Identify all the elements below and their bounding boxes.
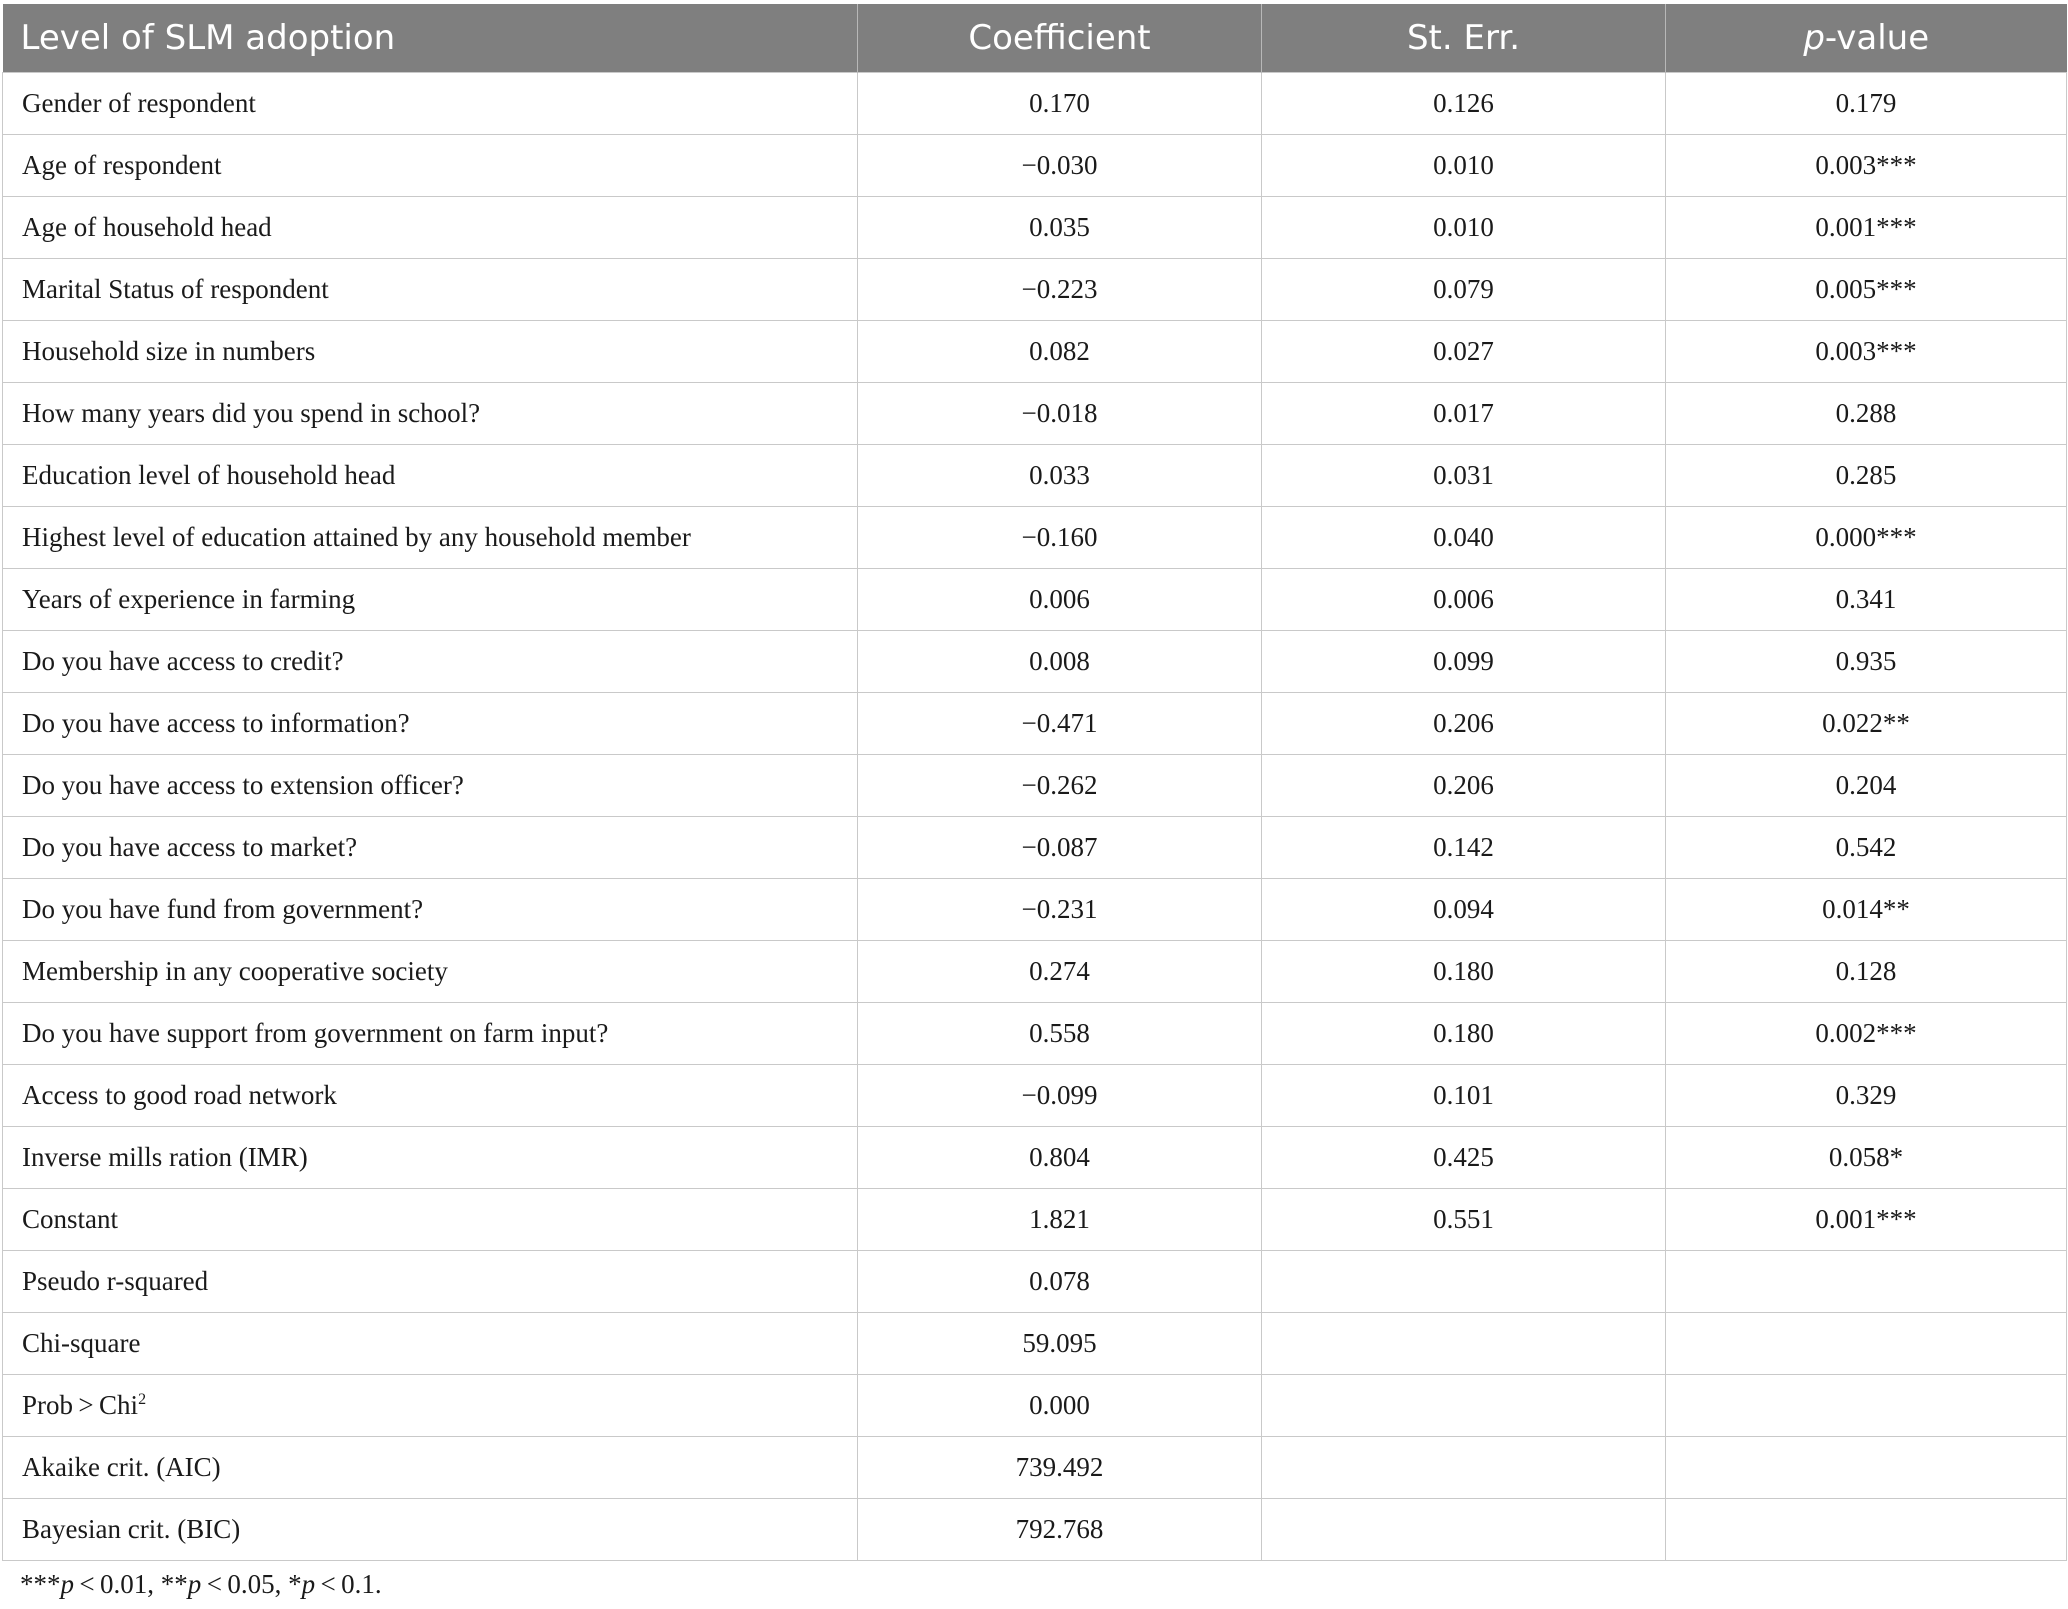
std-error-cell-text: 0.027 <box>1433 336 1494 366</box>
variable-cell-text: Do you have support from government on farm input? <box>22 1018 609 1048</box>
footnote-stars-1: *** <box>20 1569 61 1599</box>
coefficient-cell <box>858 135 1262 197</box>
footnote-p-1: p <box>60 1569 74 1599</box>
coefficient-cell-text: 0.008 <box>1029 646 1090 676</box>
p-value-cell-text: 0.288 <box>1835 398 1897 428</box>
p-value-cell <box>1666 879 2067 941</box>
variable-cell <box>3 197 858 259</box>
p-value-cell <box>1666 445 2067 507</box>
coefficient-cell-text: −0.231 <box>1021 894 1098 924</box>
p-value-cell-text: 0.022** <box>1822 708 1910 738</box>
coefficient-cell <box>858 321 1262 383</box>
coefficient-cell-text: 0.558 <box>1029 1018 1090 1048</box>
coefficient-cell <box>858 1313 1262 1375</box>
coefficient-cell <box>858 73 1262 135</box>
coefficient-cell-text: 0.078 <box>1029 1266 1090 1296</box>
std-error-cell-text: 0.180 <box>1433 1018 1494 1048</box>
std-error-cell-text: 0.010 <box>1433 150 1494 180</box>
std-error-cell-text: 0.031 <box>1433 460 1494 490</box>
variable-cell <box>3 321 858 383</box>
variable-cell <box>3 631 858 693</box>
table-row <box>3 879 2067 941</box>
coefficient-cell <box>858 383 1262 445</box>
variable-cell <box>3 879 858 941</box>
coefficient-cell-text: 59.095 <box>1022 1328 1097 1358</box>
variable-cell-text: Age of respondent <box>22 150 222 180</box>
table-row <box>3 1127 2067 1189</box>
std-error-cell-text: 0.079 <box>1433 274 1494 304</box>
std-error-cell <box>1262 73 1666 135</box>
coefficient-cell-text: 0.804 <box>1029 1142 1090 1172</box>
table-row <box>3 73 2067 135</box>
std-error-cell-text: 0.142 <box>1433 832 1494 862</box>
coefficient-cell-text: 739.492 <box>1015 1452 1104 1482</box>
coefficient-cell <box>858 879 1262 941</box>
coefficient-cell-text: −0.030 <box>1021 150 1098 180</box>
variable-cell <box>3 1499 858 1561</box>
footnote-threshold-2: < 0.05, <box>201 1569 289 1599</box>
p-value-cell <box>1666 383 2067 445</box>
std-error-cell <box>1262 321 1666 383</box>
coefficient-cell <box>858 507 1262 569</box>
std-error-cell-text: 0.206 <box>1433 770 1494 800</box>
variable-cell <box>3 1251 858 1313</box>
variable-cell-text: Do you have access to market? <box>22 832 358 862</box>
table-row <box>3 445 2067 507</box>
variable-cell-text: Do you have access to credit? <box>22 646 344 676</box>
footnote-stars-3: * <box>288 1569 302 1599</box>
variable-cell-text: Inverse mills ration (IMR) <box>22 1142 308 1172</box>
footnote-threshold-1: < 0.01, <box>74 1569 161 1599</box>
coefficient-cell-text: 0.035 <box>1029 212 1090 242</box>
header-p-suffix: -value <box>1824 18 1930 58</box>
p-value-cell <box>1666 631 2067 693</box>
std-error-cell <box>1262 445 1666 507</box>
regression-table <box>2 4 2067 1561</box>
p-value-cell-text: 0.001*** <box>1815 212 1917 242</box>
variable-cell-text: How many years did you spend in school? <box>22 398 481 428</box>
std-error-cell <box>1262 1003 1666 1065</box>
variable-cell <box>3 817 858 879</box>
p-value-cell <box>1666 817 2067 879</box>
table-row <box>3 817 2067 879</box>
footnote-stars-2: ** <box>160 1569 188 1599</box>
table-row <box>3 1499 2067 1561</box>
coefficient-cell-text: −0.018 <box>1021 398 1098 428</box>
p-value-cell <box>1666 693 2067 755</box>
coefficient-cell <box>858 817 1262 879</box>
variable-cell <box>3 445 858 507</box>
p-value-cell <box>1666 1003 2067 1065</box>
footnote-p-2: p <box>187 1569 202 1599</box>
variable-cell <box>3 1437 858 1499</box>
p-value-cell <box>1666 1499 2067 1561</box>
coefficient-cell-text: 0.274 <box>1029 956 1090 986</box>
coefficient-cell-text: −0.099 <box>1021 1080 1098 1110</box>
p-value-cell <box>1666 259 2067 321</box>
coefficient-cell <box>858 1003 1262 1065</box>
std-error-cell <box>1262 1065 1666 1127</box>
table-row <box>3 1189 2067 1251</box>
coefficient-cell <box>858 1189 1262 1251</box>
variable-cell-text: Do you have access to information? <box>22 708 410 738</box>
variable-cell <box>3 73 858 135</box>
p-value-cell <box>1666 941 2067 1003</box>
std-error-cell <box>1262 197 1666 259</box>
variable-cell-text: Constant <box>22 1204 119 1234</box>
p-value-cell-text: 0.002*** <box>1815 1018 1917 1048</box>
coefficient-cell-text: −0.160 <box>1021 522 1098 552</box>
table-row <box>3 1313 2067 1375</box>
p-value-cell-text: 0.204 <box>1835 770 1897 800</box>
std-error-cell-text: 0.551 <box>1433 1204 1494 1234</box>
table-row <box>3 1251 2067 1313</box>
variable-cell <box>3 1003 858 1065</box>
coefficient-cell-text: 0.006 <box>1029 584 1090 614</box>
coefficient-cell <box>858 941 1262 1003</box>
coefficient-cell-text: 792.768 <box>1015 1514 1104 1544</box>
variable-cell <box>3 1065 858 1127</box>
table-header <box>3 4 2067 73</box>
table-row <box>3 197 2067 259</box>
coefficient-cell-text: 1.821 <box>1029 1204 1090 1234</box>
p-value-cell <box>1666 569 2067 631</box>
p-value-cell <box>1666 1375 2067 1437</box>
variable-cell <box>3 1375 858 1437</box>
p-value-cell-text: 0.285 <box>1835 460 1897 490</box>
std-error-cell <box>1262 383 1666 445</box>
p-value-cell-text: 0.001*** <box>1815 1204 1917 1234</box>
p-value-cell <box>1666 135 2067 197</box>
std-error-cell <box>1262 879 1666 941</box>
header-p-value <box>1666 4 2067 73</box>
std-error-cell-text: 0.094 <box>1433 894 1494 924</box>
std-error-cell <box>1262 817 1666 879</box>
std-error-cell <box>1262 1127 1666 1189</box>
coefficient-cell <box>858 197 1262 259</box>
p-value-cell-text: 0.005*** <box>1815 274 1917 304</box>
variable-cell-text: Do you have access to extension officer? <box>22 770 464 800</box>
p-value-cell <box>1666 1065 2067 1127</box>
table-body <box>3 73 2067 1561</box>
header-row <box>3 4 2067 73</box>
regression-table-container <box>2 4 2066 1561</box>
std-error-cell-text: 0.017 <box>1433 398 1494 428</box>
table-row <box>3 941 2067 1003</box>
table-row <box>3 1437 2067 1499</box>
table-row <box>3 135 2067 197</box>
std-error-cell <box>1262 507 1666 569</box>
coefficient-cell-text: −0.223 <box>1021 274 1098 304</box>
p-value-cell-text: 0.128 <box>1835 956 1897 986</box>
std-error-cell-text: 0.425 <box>1433 1142 1494 1172</box>
footnote-threshold-3: < 0.1. <box>315 1569 382 1599</box>
variable-cell <box>3 755 858 817</box>
p-value-cell <box>1666 1189 2067 1251</box>
table-row <box>3 1065 2067 1127</box>
p-value-cell <box>1666 197 2067 259</box>
std-error-cell <box>1262 631 1666 693</box>
coefficient-cell <box>858 1375 1262 1437</box>
table-row <box>3 693 2067 755</box>
std-error-cell-text: 0.099 <box>1433 646 1494 676</box>
coefficient-cell-text: 0.033 <box>1029 460 1090 490</box>
variable-cell-text: Age of household head <box>22 212 272 242</box>
std-error-cell-text: 0.006 <box>1433 584 1494 614</box>
p-value-cell-text: 0.179 <box>1835 88 1897 118</box>
variable-cell-text: Gender of respondent <box>22 88 256 118</box>
p-value-cell-text: 0.003*** <box>1815 336 1917 366</box>
std-error-cell <box>1262 1189 1666 1251</box>
p-value-cell-text: 0.329 <box>1835 1080 1897 1110</box>
std-error-cell <box>1262 693 1666 755</box>
coefficient-cell <box>858 445 1262 507</box>
coefficient-cell-text: 0.082 <box>1029 336 1090 366</box>
table-row <box>3 1003 2067 1065</box>
variable-cell <box>3 569 858 631</box>
table-row <box>3 631 2067 693</box>
p-value-cell-text: 0.341 <box>1835 584 1897 614</box>
table-row <box>3 321 2067 383</box>
coefficient-cell-text: −0.471 <box>1021 708 1098 738</box>
superscript: 2 <box>138 1391 147 1408</box>
variable-cell <box>3 941 858 1003</box>
p-value-cell-text: 0.058* <box>1828 1142 1904 1172</box>
variable-cell-text: Pseudo r-squared <box>22 1266 209 1296</box>
std-error-cell <box>1262 569 1666 631</box>
variable-cell <box>3 1127 858 1189</box>
header-variable: Level of SLM adoption <box>3 4 858 73</box>
std-error-cell-text: 0.180 <box>1433 956 1494 986</box>
std-error-cell-text: 0.010 <box>1433 212 1494 242</box>
coefficient-cell <box>858 1437 1262 1499</box>
variable-cell <box>3 693 858 755</box>
p-value-cell-text: 0.000*** <box>1815 522 1917 552</box>
coefficient-cell-text: −0.262 <box>1021 770 1098 800</box>
variable-cell-text: Do you have fund from government? <box>22 894 424 924</box>
std-error-cell <box>1262 1499 1666 1561</box>
std-error-cell <box>1262 1375 1666 1437</box>
coefficient-cell-text: 0.170 <box>1029 88 1090 118</box>
variable-cell <box>3 383 858 445</box>
p-value-cell <box>1666 755 2067 817</box>
header-p-italic: p <box>1803 18 1825 58</box>
coefficient-cell <box>858 693 1262 755</box>
p-value-cell <box>1666 321 2067 383</box>
coefficient-cell <box>858 755 1262 817</box>
coefficient-cell <box>858 569 1262 631</box>
variable-cell-text: Bayesian crit. (BIC) <box>22 1514 241 1544</box>
std-error-cell <box>1262 1437 1666 1499</box>
variable-cell-text: Marital Status of respondent <box>22 274 329 304</box>
coefficient-cell <box>858 631 1262 693</box>
std-error-cell <box>1262 1251 1666 1313</box>
coefficient-cell <box>858 259 1262 321</box>
coefficient-cell-text: 0.000 <box>1029 1390 1090 1420</box>
table-row <box>3 507 2067 569</box>
std-error-cell <box>1262 1313 1666 1375</box>
variable-cell-text: Prob > Chi <box>22 1390 139 1420</box>
table-row <box>3 383 2067 445</box>
coefficient-cell <box>858 1499 1262 1561</box>
variable-cell <box>3 135 858 197</box>
table-row <box>3 259 2067 321</box>
table-row <box>3 1375 2067 1437</box>
p-value-cell-text: 0.014** <box>1822 894 1910 924</box>
variable-cell-text: Membership in any cooperative society <box>22 956 448 986</box>
p-value-cell-text: 0.935 <box>1835 646 1897 676</box>
p-value-cell <box>1666 1437 2067 1499</box>
std-error-cell <box>1262 941 1666 1003</box>
p-value-cell <box>1666 1313 2067 1375</box>
p-value-cell <box>1666 73 2067 135</box>
std-error-cell <box>1262 259 1666 321</box>
std-error-cell-text: 0.101 <box>1433 1080 1494 1110</box>
header-coefficient: Coefficient <box>858 4 1262 73</box>
variable-cell <box>3 507 858 569</box>
footnote-p-3: p <box>301 1569 316 1599</box>
coefficient-cell <box>858 1065 1262 1127</box>
table-row <box>3 755 2067 817</box>
variable-cell-text: Highest level of education attained by any household member <box>22 522 691 552</box>
variable-cell <box>3 259 858 321</box>
header-std-error: St. Err. <box>1262 4 1666 73</box>
p-value-cell-text: 0.542 <box>1835 832 1897 862</box>
variable-cell-text: Akaike crit. (AIC) <box>22 1452 221 1482</box>
variable-cell-text: Access to good road network <box>22 1080 337 1110</box>
variable-cell-text: Chi-square <box>22 1328 141 1358</box>
significance-footnote <box>20 1569 382 1600</box>
variable-cell-text: Household size in numbers <box>22 336 316 366</box>
std-error-cell <box>1262 755 1666 817</box>
p-value-cell-text: 0.003*** <box>1815 150 1917 180</box>
variable-cell-text: Education level of household head <box>22 460 396 490</box>
std-error-cell <box>1262 135 1666 197</box>
p-value-cell <box>1666 1127 2067 1189</box>
variable-cell-text: Years of experience in farming <box>22 584 356 614</box>
coefficient-cell <box>858 1251 1262 1313</box>
coefficient-cell-text: −0.087 <box>1021 832 1098 862</box>
p-value-cell <box>1666 507 2067 569</box>
table-row <box>3 569 2067 631</box>
variable-cell <box>3 1189 858 1251</box>
variable-cell <box>3 1313 858 1375</box>
std-error-cell-text: 0.040 <box>1433 522 1494 552</box>
std-error-cell-text: 0.126 <box>1433 88 1494 118</box>
p-value-cell <box>1666 1251 2067 1313</box>
coefficient-cell <box>858 1127 1262 1189</box>
std-error-cell-text: 0.206 <box>1433 708 1494 738</box>
